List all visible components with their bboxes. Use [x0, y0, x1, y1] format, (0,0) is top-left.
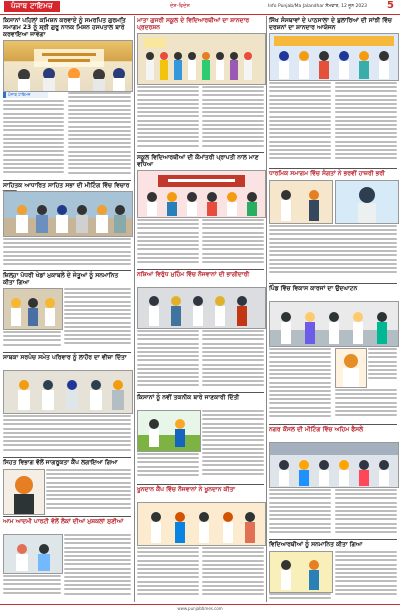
story-photo [137, 287, 266, 329]
story-headline: ਧਾਰਮਿਕ ਸਮਾਗਮ ਵਿੱਚ ਸੰਗਤਾਂ ਨੇ ਭਰਵੀਂ ਹਾਜ਼ਰੀ ਭਰੀ [269, 170, 385, 177]
section-label: ਦੇਸ਼-ਵਿਦੇਸ਼ [170, 3, 190, 9]
story-separator [137, 152, 264, 153]
story-photo [137, 410, 201, 452]
photo-illustration [138, 171, 265, 217]
photo-illustration [270, 181, 332, 223]
story-body [64, 288, 131, 350]
story-photo [269, 33, 399, 81]
story-body [137, 453, 199, 482]
story-body [64, 534, 131, 600]
story-body [3, 575, 61, 600]
photo-illustration [138, 34, 265, 84]
photo-illustration [138, 503, 265, 545]
story-body [202, 219, 264, 267]
story-body [269, 593, 331, 601]
story-separator [269, 424, 397, 425]
story-headline: ਸਿਹਤ ਵਿਭਾਗ ਵੱਲੋਂ ਜਾਗਰੂਕਤਾ ਕੈਂਪ ਲਗਾਇਆ ਗਿਆ [3, 459, 118, 466]
photo-illustration [336, 349, 366, 387]
story-photo [269, 301, 399, 347]
story-photo [269, 180, 333, 224]
story-separator [3, 270, 131, 271]
photo-illustration [270, 443, 398, 487]
story-body [137, 86, 199, 150]
story-body [335, 489, 397, 537]
story-separator [3, 457, 131, 458]
page-footer: www.punjabtimes.com [0, 604, 400, 613]
story-headline: ਨਗਰ ਕੌਂਸਲ ਦੀ ਮੀਟਿੰਗ ਵਿੱਚ ਅਹਿਮ ਫੈਸਲੇ [269, 426, 364, 433]
story-body [368, 348, 397, 386]
story-body [202, 86, 264, 150]
story-body [202, 547, 264, 600]
story-body [335, 82, 397, 166]
story-body [269, 225, 397, 281]
story-separator [137, 484, 264, 485]
photo-illustration [4, 289, 62, 329]
column-divider [266, 16, 267, 602]
story-body [335, 389, 397, 422]
story-photo [3, 469, 45, 515]
story-headline: ਸਿੱਖ ਸੰਸਥਾਵਾਂ ਦੇ ਪਾਠਸਾਲਾ ਦੇ ਬੁਲਾਰਿਆਂ ਦੀ ਸਾਂਝੀ ਵਿੱਚ ਦਰਸ਼ਨਾਂ ਦਾ ਸ਼ਾਨਦਾਰ ਆਯੋਜਨ [269, 17, 392, 31]
story-headline: ਵਿਦਿਆਰਥੀਆਂ ਨੂੰ ਸਨਮਾਨਿਤ ਕੀਤਾ ਗਿਆ [269, 541, 363, 548]
paper-logo: ਪੰਜਾਬ ਟਾਇਮਜ਼ [4, 1, 60, 12]
story-photo [335, 180, 399, 224]
story-body [269, 489, 331, 537]
photo-illustration [138, 411, 200, 451]
story-body [46, 469, 131, 513]
story-separator [269, 283, 397, 284]
story-separator [269, 168, 397, 169]
photo-illustration [138, 288, 265, 328]
story-separator [3, 180, 131, 181]
photo-illustration [270, 552, 332, 592]
story-headline: ਆਮ ਆਦਮੀ ਪਾਰਟੀ ਵੱਲੋਂ ਲੋਕਾਂ ਦੀਆਂ ਮੁਸ਼ਕਲਾਂ ਸੁਣੀਆਂ [3, 518, 124, 525]
photo-illustration [4, 535, 62, 573]
story-photo [3, 370, 133, 414]
story-headline: ਸਕੂਲ ਵਿਦਿਆਰਥੀਆਂ ਦੀ ਕੌਮਾਂਤਰੀ ਪ੍ਰਾਪਤੀ ਨਾਲ ਮਾਣ ਵਧਿਆ [137, 154, 259, 168]
story-body [335, 551, 397, 600]
story-separator [3, 352, 131, 353]
story-body [137, 547, 199, 600]
story-body [3, 238, 131, 268]
story-headline: ਖੂਨਦਾਨ ਕੈਂਪ ਵਿੱਚ ਨੌਜਵਾਨਾਂ ਨੇ ਖੂਨਦਾਨ ਕੀਤਾ [137, 486, 236, 493]
story-separator [3, 516, 131, 517]
story-headline: ਨਸ਼ਿਆਂ ਵਿਰੁੱਧ ਮੁਹਿੰਮ ਵਿੱਚ ਨੌਜਵਾਨਾਂ ਦੀ ਭਾਗੀਦਾਰੀ [137, 271, 250, 278]
story-body [3, 415, 131, 455]
story-body [3, 100, 64, 178]
story-body [269, 82, 331, 166]
story-photo [3, 534, 63, 574]
dateline: Info Punjab/Ma Jalandhar ਸੋਮਵਾਰ, 12 ਜੂਨ 2023 [268, 4, 367, 9]
story-body [269, 348, 331, 422]
story-photo [137, 502, 266, 546]
story-body [137, 219, 199, 267]
page-number: 5 [387, 0, 394, 11]
story-headline: ਜ਼ਿਲ੍ਹਾ ਪੱਧਰੀ ਖੇਡਾਂ ਮੁਕਾਬਲੇ ਦੇ ਜੇਤੂਆਂ ਨੂੰ ਸਨਮਾਨਿਤ ਕੀਤਾ ਗਿਆ [3, 272, 119, 286]
story-photo [269, 551, 333, 593]
photo-illustration [4, 41, 132, 91]
photo-illustration [336, 181, 398, 223]
story-photo [3, 191, 133, 237]
story-body [68, 92, 131, 178]
story-headline: ਪਿੰਡ ਵਿੱਚ ਵਿਕਾਸ ਕਾਰਜਾਂ ਦਾ ਉਦਘਾਟਨ [269, 285, 358, 292]
story-headline: ਸਾਬਕਾ ਸਰਪੰਚ ਸਮੇਤ ਪਰਿਵਾਰ ਨੂੰ ਲਾਹੌਰ ਦਾ ਵੀਜ਼ਾ ਦਿੱਤਾ [3, 354, 127, 361]
column-divider [134, 16, 135, 602]
story-separator [269, 539, 397, 540]
story-photo [137, 170, 266, 218]
portrait-photo [335, 348, 367, 388]
story-body [202, 410, 264, 482]
story-separator [137, 392, 264, 393]
story-headline: ਮਾਤਾ ਗੁਜਰੀ ਸਕੂਲ ਦੇ ਵਿਦਿਆਰਥੀਆਂ ਦਾ ਸ਼ਾਨਦਾਰ ਪ੍ਰਦਰਸ਼ਨ [137, 17, 250, 31]
photo-illustration [270, 34, 398, 80]
photo-illustration [4, 470, 44, 514]
byline: ਪੰਜਾਬ ਟਾਇਮਜ਼ [3, 92, 48, 98]
story-photo [137, 33, 266, 85]
story-body [137, 330, 199, 390]
story-separator [137, 269, 264, 270]
photo-illustration [270, 302, 398, 346]
story-photo [3, 288, 63, 330]
photo-illustration [4, 371, 132, 413]
story-photo [269, 442, 399, 488]
story-photo [3, 40, 133, 92]
story-body [3, 331, 61, 350]
story-headline: ਕਿਸਾਨਾਂ ਪਹਿਲਾਂ ਕਮਿਸ਼ਨ ਕਰਵਾਏ ਨੂੰ ਸਮਰਪਿਤ ਗੁਰਮਤਿ ਸਮਾਗਮ 23 ਨੂੰ ਸ਼੍ਰੀ ਗੁਰੂ ਨਾਨਕ ਮਿਸ਼ਨ ਹਸਪਤਾਲ ਬਾਰੇ ਕਰਵਾਇਆ ਜਾਵੇਗਾ [3, 17, 126, 38]
story-body [202, 330, 264, 390]
story-headline: ਕਿਸਾਨਾਂ ਨੂੰ ਨਵੀਂ ਤਕਨੀਕ ਬਾਰੇ ਜਾਣਕਾਰੀ ਦਿੱਤੀ [137, 394, 240, 401]
photo-illustration [4, 192, 132, 236]
story-headline: ਸਾਹਿਤਕ ਆਧਾਰਿਤ ਸਾਹਿਤ ਸਭਾ ਦੀ ਮੀਟਿੰਗ ਵਿੱਚ ਵਿਚਾਰ [3, 182, 130, 189]
